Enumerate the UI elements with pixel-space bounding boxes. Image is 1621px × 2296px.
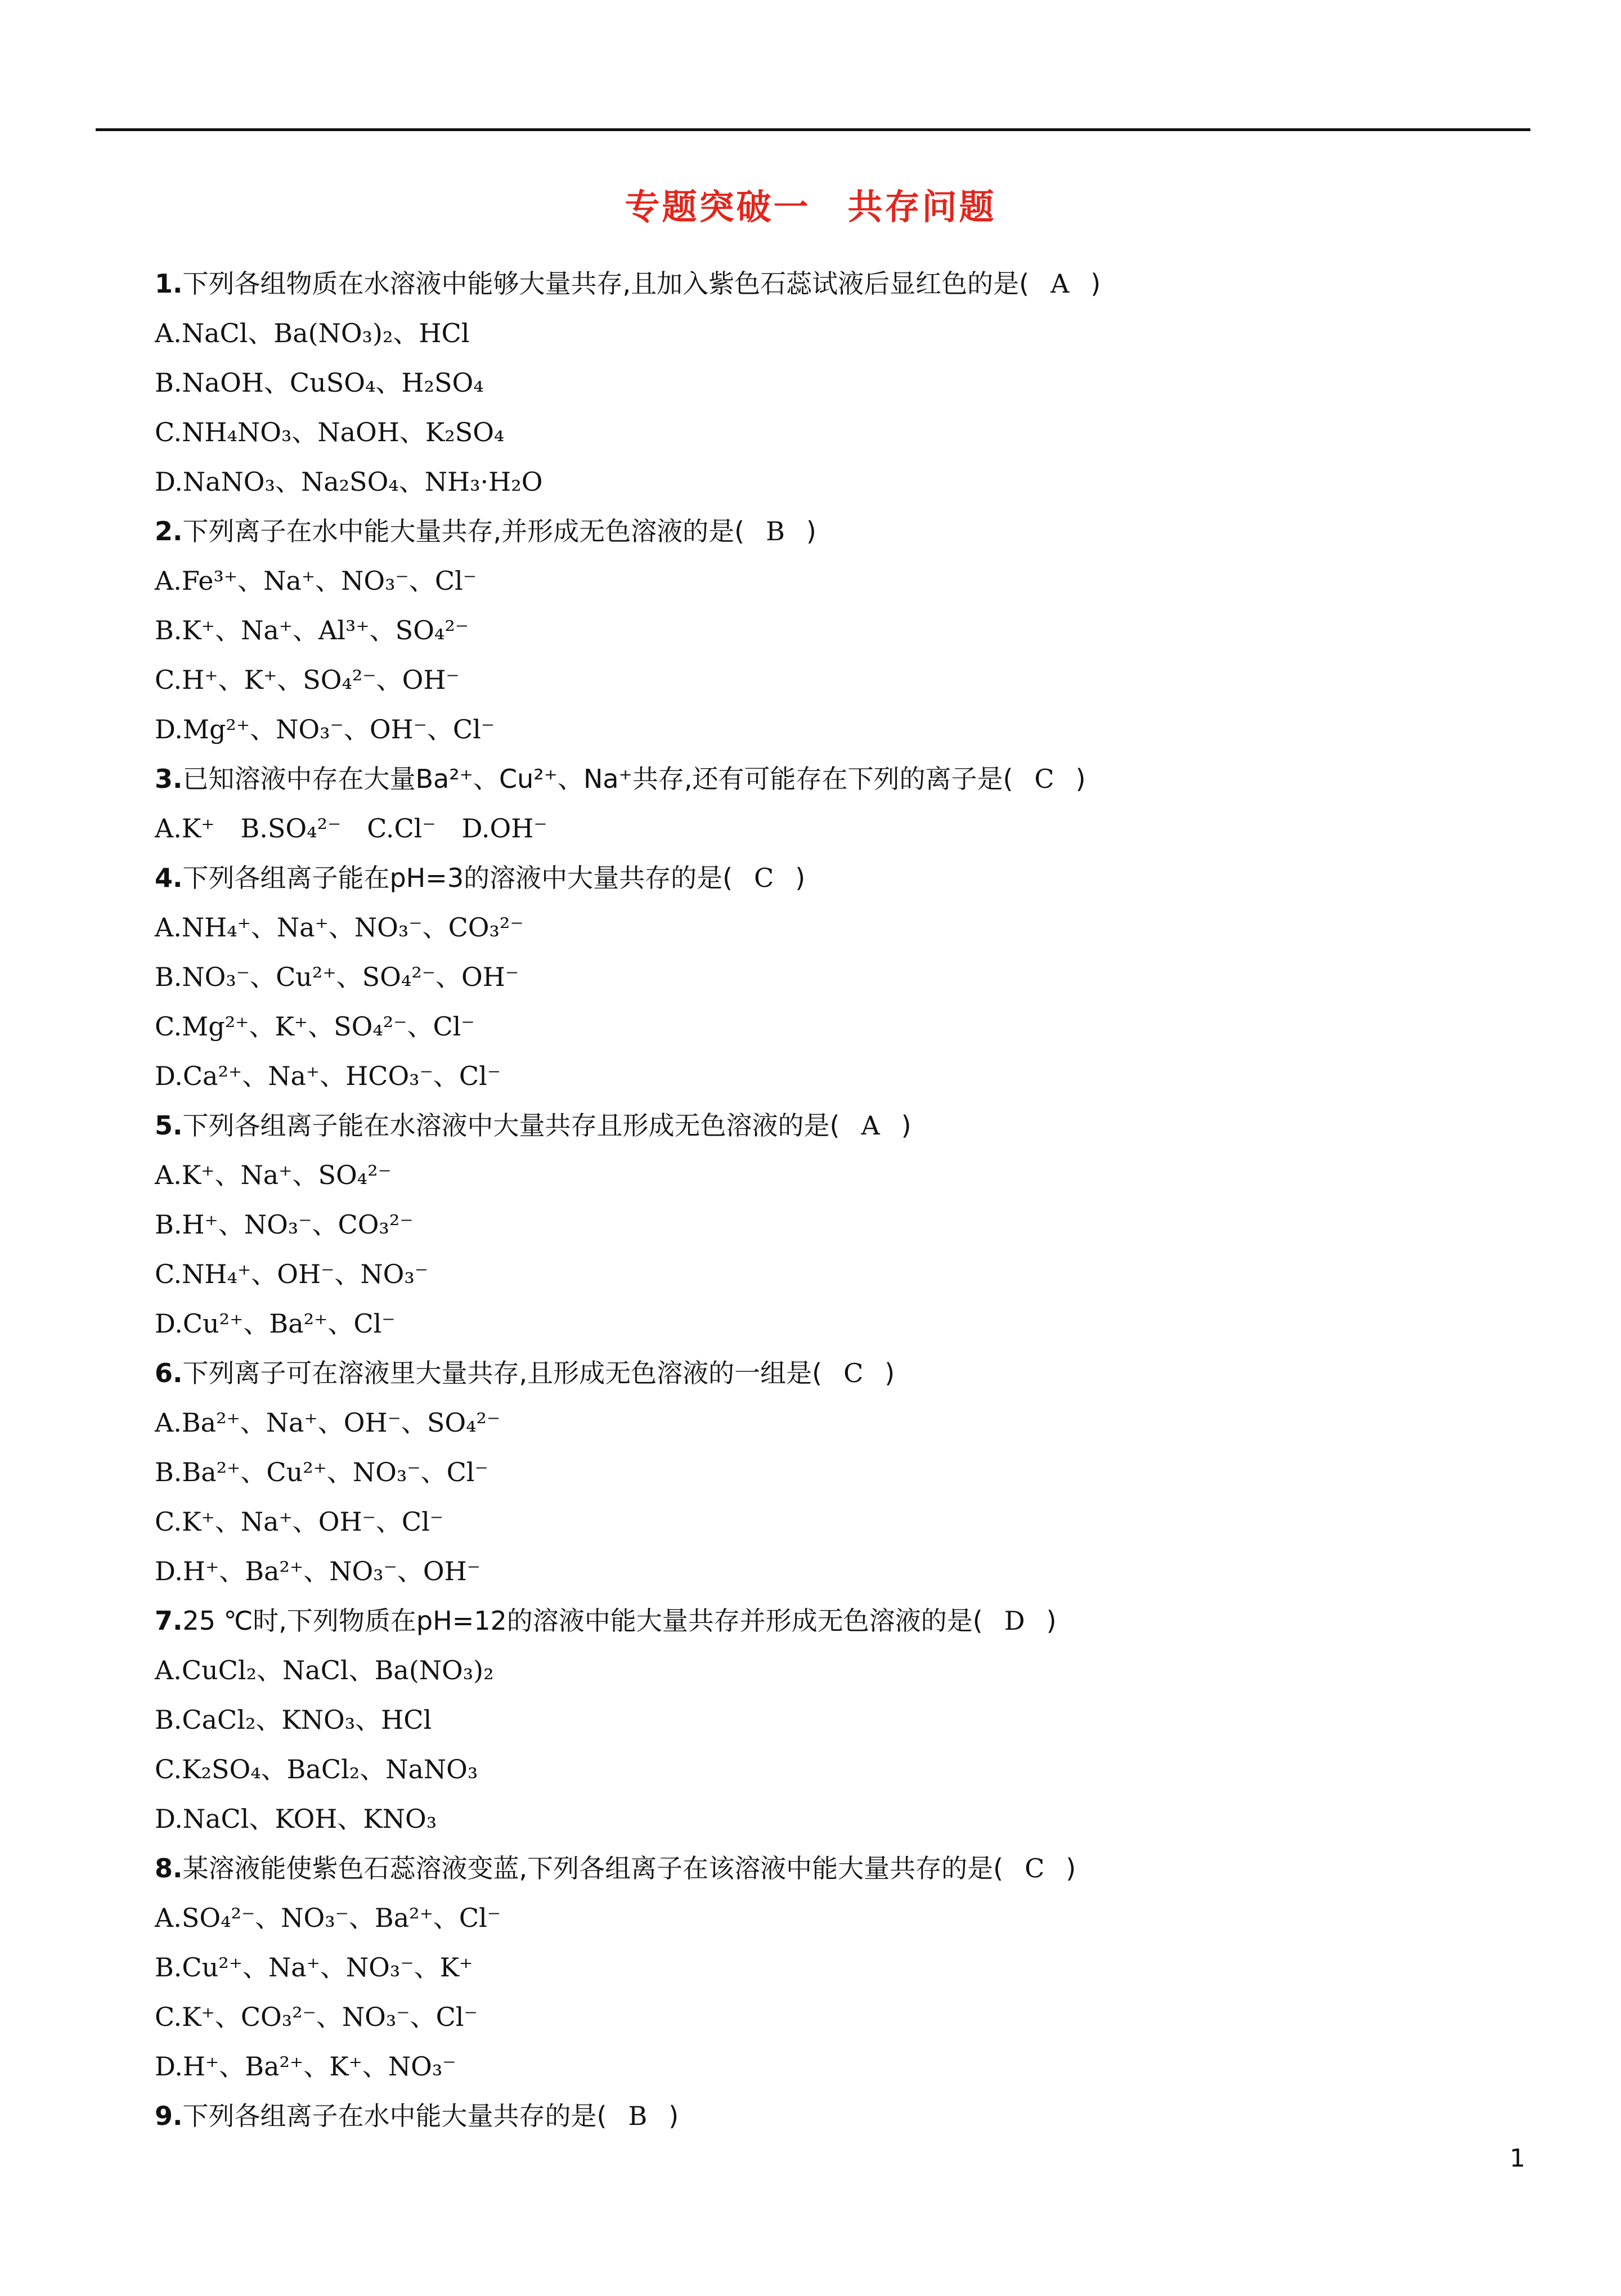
question-text: 下列离子可在溶液里大量共存,且形成无色溶液的一组是( [182,1358,823,1388]
answer-letter: B [628,2101,648,2131]
option-item: A.NaCl、Ba(NO₃)₂、HCl [155,318,470,348]
question-text: 下列离子在水中能大量共存,并形成无色溶液的是( [182,516,745,546]
question-stem [155,754,1516,804]
answer-close-paren: ) [901,1110,911,1141]
option-item: A.NH₄⁺、Na⁺、NO₃⁻、CO₃²⁻ [155,912,524,943]
question-stem [155,2091,1516,2141]
answer-close-paren: ) [668,2101,679,2131]
option-item: B.CaCl₂、KNO₃、HCl [155,1705,432,1735]
question-text: 下列各组离子能在水溶液中大量共存且形成无色溶液的是( [182,1110,840,1141]
option-item: D.Ca²⁺、Na⁺、HCO₃⁻、Cl⁻ [155,1061,501,1091]
answer-letter: C [1025,1853,1045,1884]
question-number: 7. [155,1606,183,1636]
question-stem [155,259,1516,308]
option-item: A.SO₄²⁻、NO₃⁻、Ba²⁺、Cl⁻ [155,1903,501,1933]
option-item: C.Mg²⁺、K⁺、SO₄²⁻、Cl⁻ [155,1011,475,1042]
option-item: D.Cu²⁺、Ba²⁺、Cl⁻ [155,1308,396,1339]
option-item: C.H⁺、K⁺、SO₄²⁻、OH⁻ [155,665,460,695]
question-stem [155,1596,1516,1645]
question-number: 3. [155,764,183,794]
question-stem [155,1844,1516,1893]
option-item: A.K⁺ B.SO₄²⁻ C.Cl⁻ D.OH⁻ [155,813,547,844]
answer-close-paren: ) [1066,1853,1076,1884]
question-number: 8. [155,1853,183,1884]
option-item: C.K₂SO₄、BaCl₂、NaNO₃ [155,1754,478,1784]
question-number: 4. [155,863,183,893]
option-item: D.H⁺、Ba²⁺、K⁺、NO₃⁻ [155,2051,456,2082]
answer-letter: C [843,1358,864,1388]
option-item: D.NaCl、KOH、KNO₃ [155,1804,437,1834]
question-stem [155,506,1516,556]
option-item: A.Ba²⁺、Na⁺、OH⁻、SO₄²⁻ [155,1407,501,1438]
option-item: A.CuCl₂、NaCl、Ba(NO₃)₂ [155,1655,494,1685]
question-stem [155,853,1516,903]
answer-close-paren: ) [1090,268,1101,299]
option-item: B.Cu²⁺、Na⁺、NO₃⁻、K⁺ [155,1952,473,1983]
answer-close-paren: ) [806,516,816,546]
answer-close-paren: ) [1046,1606,1057,1636]
answer-letter: A [861,1110,880,1141]
answer-letter: C [754,863,774,893]
question-number: 1. [155,268,183,299]
option-item: B.NO₃⁻、Cu²⁺、SO₄²⁻、OH⁻ [155,962,519,992]
option-item: D.H⁺、Ba²⁺、NO₃⁻、OH⁻ [155,1556,481,1586]
answer-letter: A [1050,268,1070,299]
question-text: 下列各组离子能在pH=3的溶液中大量共存的是( [182,863,733,893]
answer-close-paren: ) [795,863,806,893]
question-stem [155,1348,1516,1398]
option-item: C.K⁺、CO₃²⁻、NO₃⁻、Cl⁻ [155,2002,478,2032]
option-item: B.Ba²⁺、Cu²⁺、NO₃⁻、Cl⁻ [155,1457,488,1487]
question-text: 已知溶液中存在大量Ba²⁺、Cu²⁺、Na⁺共存,还有可能存在下列的离子是( [182,764,1013,794]
option-item: D.Mg²⁺、NO₃⁻、OH⁻、Cl⁻ [155,714,495,745]
question-number: 6. [155,1358,183,1388]
question-text: 某溶液能使紫色石蕊溶液变蓝,下列各组离子在该溶液中能大量共存的是( [182,1853,1004,1884]
question-list [155,259,1516,2141]
question-number: 2. [155,516,183,546]
page-title: 专题突破一 共存问题 [625,186,996,227]
question-number: 9. [155,2101,183,2131]
option-item: A.Fe³⁺、Na⁺、NO₃⁻、Cl⁻ [155,566,477,596]
header-rule [96,128,1530,131]
question-stem [155,1101,1516,1150]
answer-letter: B [766,516,785,546]
option-item: A.K⁺、Na⁺、SO₄²⁻ [155,1160,392,1190]
option-item: B.NaOH、CuSO₄、H₂SO₄ [155,367,484,398]
question-number: 5. [155,1110,183,1141]
answer-letter: C [1034,764,1054,794]
page-number: 1 [1510,2144,1525,2173]
option-item: B.K⁺、Na⁺、Al³⁺、SO₄²⁻ [155,615,469,645]
question-text: 25 ℃时,下列物质在pH=12的溶液中能大量共存并形成无色溶液的是( [182,1606,983,1636]
option-item: C.NH₄⁺、OH⁻、NO₃⁻ [155,1259,429,1289]
question-text: 下列各组物质在水溶液中能够大量共存,且加入紫色石蕊试液后显红色的是( [182,268,1030,299]
option-item: B.H⁺、NO₃⁻、CO₃²⁻ [155,1209,414,1240]
option-item: C.K⁺、Na⁺、OH⁻、Cl⁻ [155,1506,444,1537]
option-item: C.NH₄NO₃、NaOH、K₂SO₄ [155,417,505,447]
answer-letter: D [1004,1606,1025,1636]
option-item: D.NaNO₃、Na₂SO₄、NH₃·H₂O [155,467,543,497]
answer-close-paren: ) [1075,764,1086,794]
answer-close-paren: ) [884,1358,895,1388]
question-text: 下列各组离子在水中能大量共存的是( [182,2101,607,2131]
